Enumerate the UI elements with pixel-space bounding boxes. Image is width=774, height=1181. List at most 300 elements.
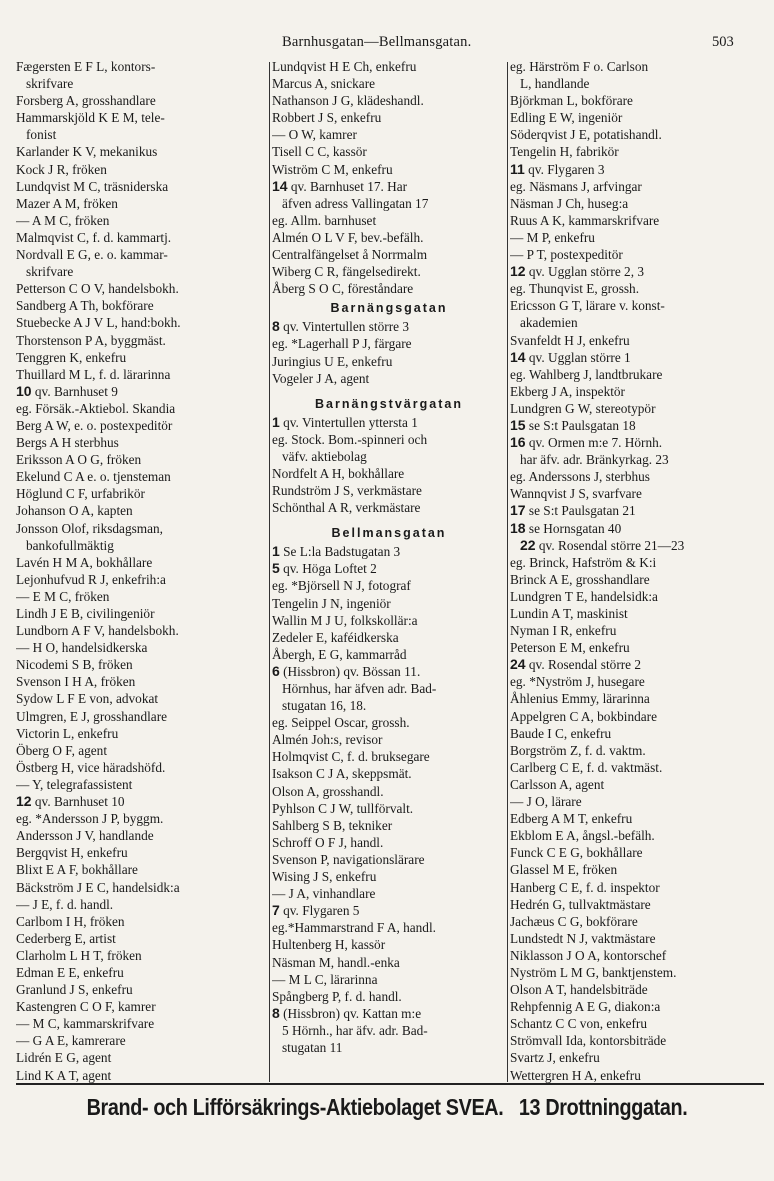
resident-entry: [272, 92, 506, 109]
entry-text: Thuillard M L, f. d. lärarinna: [16, 366, 171, 382]
entry-text: Bergs A H sterbhus: [16, 435, 119, 451]
entry-text: eg. Brinck, Hafström & K:i: [510, 554, 657, 570]
entry-text: Tengelin H, fabrikör: [510, 144, 619, 160]
entry-text: qv. Rosendal större 21—23: [538, 537, 685, 553]
resident-entry: [272, 697, 506, 714]
entry-text: — J E, f. d. handl.: [16, 896, 114, 912]
resident-entry: [272, 577, 506, 594]
resident-entry: [16, 827, 268, 844]
entry-text: Victorin L, enkefru: [16, 725, 119, 741]
entry-text: Ekberg J A, inspektör: [510, 383, 625, 399]
resident-entry: [272, 499, 506, 516]
resident-entry: [272, 817, 506, 834]
property-entry: [510, 502, 766, 519]
resident-entry: [16, 280, 268, 297]
property-entry: [510, 537, 766, 554]
entry-text: Svanfeldt H J, enkefru: [510, 332, 630, 348]
resident-entry: [16, 366, 268, 383]
resident-entry: [16, 537, 268, 554]
entry-text: Nordfelt A H, bokhållare: [272, 465, 405, 481]
property-entry: [272, 318, 506, 335]
property-entry: [510, 349, 766, 366]
resident-entry: [272, 126, 506, 143]
entry-text: qv. Ormen m:e 7. Hörnh.: [528, 435, 663, 451]
resident-entry: [272, 919, 506, 936]
resident-entry: [272, 143, 506, 160]
entry-text: äfven adress Vallingatan 17: [282, 195, 429, 211]
resident-entry: [510, 844, 766, 861]
resident-entry: [272, 58, 506, 75]
entry-text: Bergqvist H, enkefru: [16, 845, 128, 861]
house-number: 14: [272, 177, 288, 194]
resident-entry: [510, 554, 766, 571]
resident-entry: [272, 800, 506, 817]
resident-entry: [16, 810, 268, 827]
entry-text: skrifvare: [26, 264, 74, 280]
property-entry: [272, 414, 506, 431]
street-heading: Bellmansgatan: [331, 526, 447, 541]
entry-text: eg. *Lagerhall P J, färgare: [272, 336, 412, 352]
resident-entry: [272, 212, 506, 229]
entry-text: — Y, telegrafassistent: [16, 776, 133, 792]
resident-entry: [16, 502, 268, 519]
resident-entry: [272, 731, 506, 748]
entry-text: Ruus A K, kammarskrifvare: [510, 212, 660, 228]
resident-entry: [272, 161, 506, 178]
entry-text: har äfv. adr. Bränkyrkag. 23: [520, 452, 669, 468]
entry-text: qv. Vintertullen yttersta 1: [283, 414, 418, 430]
resident-entry: [16, 349, 268, 366]
house-number: 1: [272, 413, 280, 430]
house-number: 8: [272, 1004, 280, 1021]
resident-entry: [16, 246, 268, 263]
resident-entry: [272, 646, 506, 663]
resident-entry: [510, 879, 766, 896]
resident-entry: [272, 229, 506, 246]
resident-entry: [16, 673, 268, 690]
entry-text: Tisell C C, kassör: [272, 144, 367, 160]
entry-text: Näsman J Ch, huseg:a: [510, 195, 629, 211]
resident-entry: [272, 246, 506, 263]
resident-entry: [16, 1049, 268, 1066]
entry-text: bankofullmäktig: [26, 537, 114, 553]
entry-text: fonist: [26, 127, 57, 143]
resident-entry: [16, 143, 268, 160]
entry-text: Thorstenson P A, byggmäst.: [16, 332, 166, 348]
page-header: [0, 34, 774, 58]
resident-entry: [16, 1067, 268, 1084]
property-entry: [272, 1005, 506, 1022]
entry-text: Bäckström J E C, handelsidk:a: [16, 879, 180, 895]
resident-entry: [510, 639, 766, 656]
resident-entry: [272, 431, 506, 448]
entry-text: Hammarskjöld K E M, tele-: [16, 110, 165, 126]
entry-text: Edberg A M T, enkefru: [510, 811, 633, 827]
resident-entry: [510, 92, 766, 109]
resident-entry: [272, 783, 506, 800]
entry-text: Rundström J S, verkmästare: [272, 483, 422, 499]
resident-entry: [510, 1067, 766, 1084]
house-number: 12: [510, 263, 526, 280]
resident-entry: [510, 793, 766, 810]
entry-text: — M L C, lärarinna: [272, 971, 378, 987]
resident-entry: [16, 690, 268, 707]
property-entry: [510, 656, 766, 673]
entry-text: Ekblom E A, ångsl.-befälh.: [510, 828, 655, 844]
entry-text: — M P, enkefru: [510, 229, 595, 245]
entry-text: Tengelin J N, ingeniör: [272, 595, 391, 611]
entry-text: eg. Stock. Bom.-spinneri och: [272, 431, 428, 447]
entry-text: Tenggren K, enkefru: [16, 349, 127, 365]
resident-entry: [510, 571, 766, 588]
entry-text: eg. Thunqvist E, grossh.: [510, 281, 640, 297]
entry-text: Näsman M, handl.-enka: [272, 954, 400, 970]
entry-text: Ekelund C A e. o. tjensteman: [16, 469, 171, 485]
entry-text: Schroff O F J, handl.: [272, 834, 384, 850]
entry-text: eg. Försäk.-Aktiebol. Skandia: [16, 400, 176, 416]
resident-entry: [510, 280, 766, 297]
resident-entry: [16, 58, 268, 75]
entry-text: qv. Barnhuset 17. Har: [290, 178, 408, 194]
entry-text: Wising J S, enkefru: [272, 869, 377, 885]
house-number: 16: [510, 434, 526, 451]
resident-entry: [510, 981, 766, 998]
entry-text: Lidrén E G, agent: [16, 1050, 112, 1066]
directory-column-1: [16, 58, 268, 1084]
entry-text: Olson A, grosshandl.: [272, 783, 384, 799]
entry-text: Spångberg P, f. d. handl.: [272, 988, 402, 1004]
entry-text: Åbergh, E G, kammarråd: [272, 646, 407, 662]
resident-entry: [272, 195, 506, 212]
resident-entry: [510, 827, 766, 844]
entry-text: — J A, vinhandlare: [272, 886, 376, 902]
resident-entry: [272, 465, 506, 482]
entry-text: Lejonhufvud R J, enkefrih:a: [16, 571, 166, 587]
resident-entry: [510, 964, 766, 981]
entry-text: eg. Härström F o. Carlson: [510, 59, 649, 74]
resident-entry: [272, 971, 506, 988]
resident-entry: [16, 776, 268, 793]
resident-entry: [510, 776, 766, 793]
entry-text: se S:t Paulsgatan 21: [528, 503, 636, 519]
entry-text: Edling E W, ingeniör: [510, 110, 623, 126]
resident-entry: [510, 297, 766, 314]
resident-entry: [272, 868, 506, 885]
house-number: 1: [272, 543, 280, 560]
entry-text: Pyhlson C J W, tullförvalt.: [272, 800, 414, 816]
resident-entry: [510, 708, 766, 725]
resident-entry: [272, 851, 506, 868]
entry-text: eg. Seippel Oscar, grossh.: [272, 715, 410, 731]
entry-text: Lundborn A F V, handelsbokh.: [16, 623, 179, 639]
entry-text: Appelgren C A, bokbindare: [510, 708, 657, 724]
resident-entry: [16, 109, 268, 126]
entry-text: Ericsson G T, lärare v. konst-: [510, 298, 665, 314]
resident-entry: [272, 834, 506, 851]
resident-entry: [272, 75, 506, 92]
entry-text: Lundgren T E, handelsidk:a: [510, 588, 658, 604]
resident-entry: [16, 263, 268, 280]
entry-text: Berg A W, e. o. postexpeditör: [16, 417, 173, 433]
resident-entry: [16, 947, 268, 964]
resident-entry: [510, 759, 766, 776]
resident-entry: [510, 246, 766, 263]
resident-entry: [16, 879, 268, 896]
resident-entry: [16, 571, 268, 588]
resident-entry: [16, 998, 268, 1015]
entry-text: Lundin A T, maskinist: [510, 606, 628, 621]
entry-text: Lundgren G W, stereotypör: [510, 400, 656, 416]
resident-entry: [510, 485, 766, 502]
directory-column-2: [272, 58, 506, 1056]
entry-text: Lundstedt N J, vaktmästare: [510, 930, 656, 946]
property-entry: [510, 263, 766, 280]
entry-text: — E M C, fröken: [16, 588, 110, 604]
entry-text: Robbert J S, enkefru: [272, 110, 382, 126]
entry-text: qv. Flygaren 3: [528, 161, 605, 177]
resident-entry: [510, 690, 766, 707]
entry-text: — H O, handelsidkerska: [16, 640, 148, 656]
house-number: 8: [272, 318, 280, 335]
entry-text: Glassel M E, fröken: [510, 862, 618, 878]
entry-text: qv. Flygaren 5: [283, 903, 360, 919]
entry-text: eg. *Andersson J P, byggm.: [16, 811, 164, 827]
entry-text: (Hissbron) qv. Kattan m:e: [283, 1005, 422, 1021]
entry-text: Petterson C O V, handelsbokh.: [16, 281, 179, 297]
entry-text: Sandberg A Th, bokförare: [16, 298, 154, 314]
property-entry: [272, 543, 506, 560]
resident-entry: [510, 742, 766, 759]
resident-entry: [272, 448, 506, 465]
house-number: 11: [510, 160, 525, 177]
entry-text: Svenson P, navigationslärare: [272, 851, 425, 867]
resident-entry: [16, 434, 268, 451]
page-number: 503: [712, 34, 734, 50]
entry-text: Lindh J E B, civilingeniör: [16, 606, 155, 621]
resident-entry: [510, 229, 766, 246]
entry-text: (Hissbron) qv. Bössan 11.: [283, 663, 421, 679]
resident-entry: [16, 1015, 268, 1032]
entry-text: Carlsson A, agent: [510, 776, 605, 792]
resident-entry: [16, 622, 268, 639]
entry-text: eg. Wahlberg J, landtbrukare: [510, 366, 663, 382]
entry-text: Peterson E M, enkefru: [510, 640, 630, 656]
entry-text: eg.*Hammarstrand F A, handl.: [272, 920, 436, 936]
resident-entry: [16, 297, 268, 314]
entry-text: Borgström Z, f. d. vaktm.: [510, 742, 646, 758]
entry-text: Stuebecke A J V L, hand:bokh.: [16, 315, 181, 331]
entry-text: eg. Anderssons J, sterbhus: [510, 469, 650, 485]
resident-entry: [16, 468, 268, 485]
resident-entry: [272, 280, 506, 297]
resident-entry: [16, 126, 268, 143]
entry-text: Söderqvist J E, potatishandl.: [510, 127, 662, 143]
resident-entry: [16, 759, 268, 776]
entry-text: Svenson I H A, fröken: [16, 674, 136, 690]
entry-text: Östberg H, vice häradshöfd.: [16, 759, 166, 775]
resident-entry: [510, 143, 766, 160]
entry-text: Karlander K V, mekanikus: [16, 144, 158, 160]
resident-entry: [16, 913, 268, 930]
resident-entry: [16, 964, 268, 981]
entry-text: eg. *Björsell N J, fotograf: [272, 578, 411, 594]
resident-entry: [510, 468, 766, 485]
property-entry: [272, 902, 506, 919]
entry-text: — O W, kamrer: [272, 127, 357, 143]
entry-text: Nyman I R, enkefru: [510, 623, 617, 639]
resident-entry: [510, 366, 766, 383]
resident-entry: [272, 629, 506, 646]
resident-entry: [510, 725, 766, 742]
resident-entry: [510, 383, 766, 400]
entry-text: Almén O L V F, bev.-befälh.: [272, 229, 424, 245]
resident-entry: [272, 353, 506, 370]
resident-entry: [510, 126, 766, 143]
entry-text: Hörnhus, har äfven adr. Bad-: [282, 681, 437, 696]
resident-entry: [272, 1022, 506, 1039]
resident-entry: [510, 1032, 766, 1049]
resident-entry: [16, 896, 268, 913]
resident-entry: [510, 178, 766, 195]
entry-text: Sydow L F E von, advokat: [16, 691, 159, 707]
entry-text: Olson A T, handelsbiträde: [510, 982, 648, 998]
entry-text: Marcus A, snickare: [272, 76, 376, 92]
entry-text: Mazer A M, fröken: [16, 195, 118, 211]
entry-text: — J O, lärare: [510, 794, 582, 810]
entry-text: Björkman L, bokförare: [510, 93, 633, 109]
resident-entry: [272, 595, 506, 612]
entry-text: Hultenberg H, kassör: [272, 937, 386, 953]
entry-text: Wallin M J U, folkskollär:a: [272, 612, 418, 628]
house-number: 22: [520, 536, 536, 553]
entry-text: Schantz C C von, enkefru: [510, 1016, 648, 1032]
entry-text: Eriksson A O G, fröken: [16, 452, 142, 468]
entry-text: Lundqvist H E Ch, enkefru: [272, 59, 417, 74]
entry-text: Andersson J V, handlande: [16, 828, 154, 844]
resident-entry: [16, 725, 268, 742]
entry-text: Isakson C J A, skeppsmät.: [272, 766, 412, 782]
entry-text: Wannqvist J S, svarfvare: [510, 486, 642, 502]
resident-entry: [510, 1049, 766, 1066]
house-number: 7: [272, 902, 280, 919]
entry-text: Carlberg C E, f. d. vaktmäst.: [510, 759, 663, 775]
entry-text: Svartz J, enkefru: [510, 1050, 600, 1066]
resident-entry: [16, 314, 268, 331]
house-number: 12: [16, 793, 32, 810]
resident-entry: [16, 451, 268, 468]
entry-text: Fægersten E F L, kontors-: [16, 59, 156, 74]
entry-text: Funck C E G, bokhållare: [510, 845, 643, 861]
property-entry: [272, 560, 506, 577]
entry-text: Cederberg E, artist: [16, 930, 116, 946]
entry-text: Höglund C F, urfabrikör: [16, 486, 145, 502]
directory-column-3: [510, 58, 766, 1084]
house-number: 14: [510, 348, 526, 365]
entry-text: qv. Vintertullen större 3: [283, 319, 409, 335]
entry-text: Lind K A T, agent: [16, 1067, 112, 1083]
resident-entry: [16, 861, 268, 878]
resident-entry: [16, 178, 268, 195]
entry-text: akademien: [520, 315, 578, 331]
resident-entry: [510, 913, 766, 930]
property-entry: [16, 793, 268, 810]
resident-entry: [510, 109, 766, 126]
property-entry: [510, 520, 766, 537]
entry-text: Nicodemi S B, fröken: [16, 657, 133, 673]
entry-text: stugatan 11: [282, 1039, 343, 1055]
resident-entry: [16, 554, 268, 571]
entry-text: qv. Ugglan större 1: [528, 349, 631, 365]
resident-entry: [510, 810, 766, 827]
entry-text: Blixt E A F, bokhållare: [16, 862, 138, 878]
resident-entry: [510, 212, 766, 229]
entry-text: Kock J R, fröken: [16, 161, 107, 177]
entry-text: qv. Barnhuset 10: [34, 794, 125, 810]
resident-entry: [510, 673, 766, 690]
entry-text: Carlbom I H, fröken: [16, 913, 125, 929]
house-number: 24: [510, 656, 526, 673]
entry-text: Zedeler E, kaféidkerska: [272, 629, 399, 645]
resident-entry: [510, 75, 766, 92]
house-number: 17: [510, 502, 526, 519]
resident-entry: [16, 75, 268, 92]
resident-entry: [272, 765, 506, 782]
entry-text: eg. *Nyström J, husegare: [510, 674, 645, 690]
resident-entry: [16, 708, 268, 725]
resident-entry: [16, 605, 268, 622]
column-divider: [269, 62, 270, 1082]
resident-entry: [510, 622, 766, 639]
entry-text: Åhlenius Emmy, lärarinna: [510, 691, 650, 707]
entry-text: Wiberg C R, fängelsedirekt.: [272, 264, 421, 280]
resident-entry: [510, 195, 766, 212]
property-entry: [16, 383, 268, 400]
entry-text: Granlund J S, enkefru: [16, 982, 133, 998]
resident-entry: [16, 520, 268, 537]
resident-entry: [272, 482, 506, 499]
resident-entry: [272, 1039, 506, 1056]
resident-entry: [16, 930, 268, 947]
house-number: 18: [510, 519, 526, 536]
resident-entry: [510, 400, 766, 417]
entry-text: Clarholm L H T, fröken: [16, 947, 142, 963]
entry-text: Nordvall E G, e. o. kammar-: [16, 247, 168, 263]
house-number: 5: [272, 560, 280, 577]
entry-text: Holmqvist C, f. d. bruksegare: [272, 749, 430, 765]
entry-text: eg. Allm. barnhuset: [272, 212, 377, 228]
advertisement-footer: [54, 1094, 720, 1121]
street-heading: Barnängsgatan: [330, 301, 448, 316]
entry-text: — G A E, kamrerare: [16, 1033, 126, 1049]
resident-entry: [272, 748, 506, 765]
entry-text: stugatan 16, 18.: [282, 698, 367, 714]
resident-entry: [510, 58, 766, 75]
resident-entry: [272, 335, 506, 352]
entry-text: L, handlande: [520, 76, 590, 92]
property-entry: [510, 161, 766, 178]
resident-entry: [16, 588, 268, 605]
resident-entry: [272, 612, 506, 629]
footer-divider: [16, 1083, 764, 1085]
entry-text: Rehpfennig A E G, diakon:a: [510, 999, 661, 1015]
property-entry: [510, 417, 766, 434]
entry-text: Wiström C M, enkefru: [272, 161, 393, 177]
resident-entry: [16, 844, 268, 861]
advertiser-address: 13 Drottninggatan.: [518, 1094, 688, 1120]
resident-entry: [272, 109, 506, 126]
resident-entry: [16, 195, 268, 212]
resident-entry: [510, 896, 766, 913]
